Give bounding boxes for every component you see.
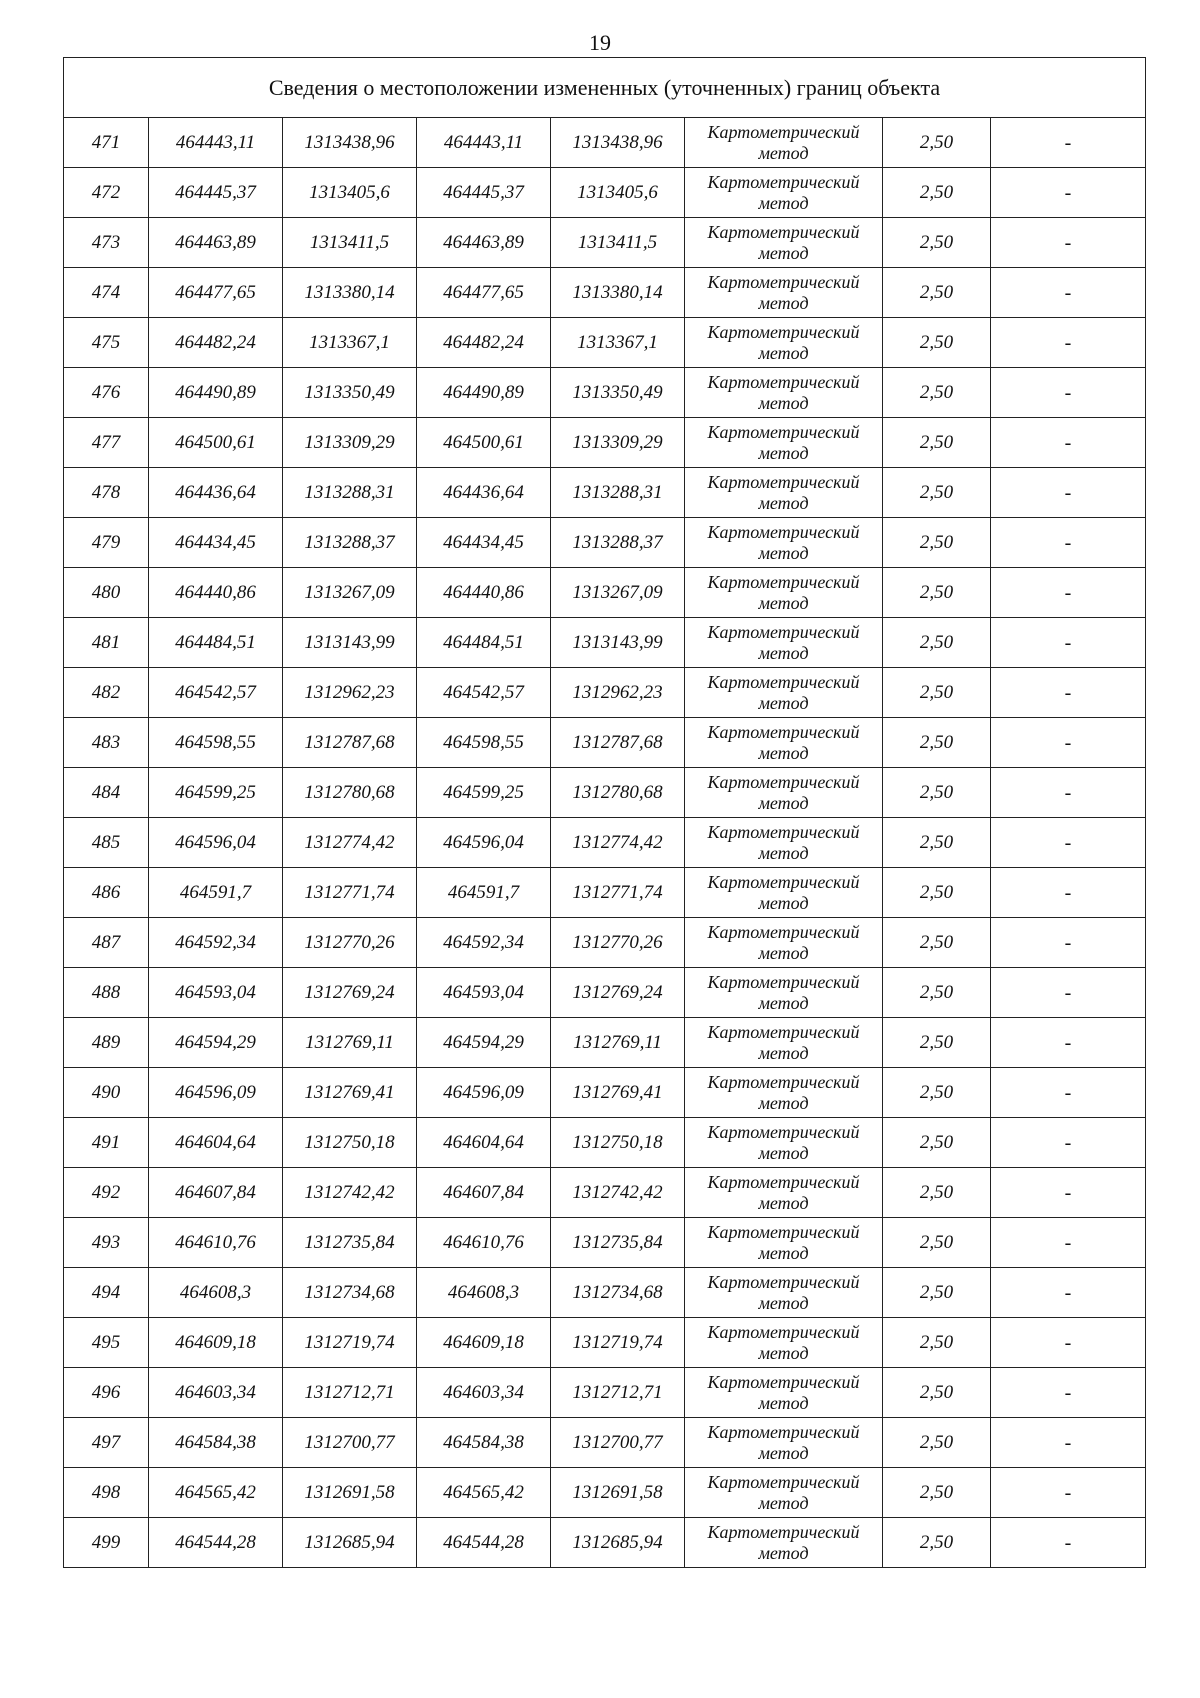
x-old-cell: 464542,57 bbox=[149, 668, 283, 718]
method-cell: Картометрический метод bbox=[685, 168, 883, 218]
precision-cell: 2,50 bbox=[883, 518, 991, 568]
point-number-cell: 471 bbox=[64, 118, 149, 168]
precision-cell: 2,50 bbox=[883, 1068, 991, 1118]
description-cell: - bbox=[991, 868, 1146, 918]
y-old-cell: 1313288,31 bbox=[283, 468, 417, 518]
y-new-cell: 1312685,94 bbox=[551, 1518, 685, 1568]
method-cell: Картометрический метод bbox=[685, 368, 883, 418]
precision-cell: 2,50 bbox=[883, 818, 991, 868]
y-new-cell: 1313411,5 bbox=[551, 218, 685, 268]
y-old-cell: 1312700,77 bbox=[283, 1418, 417, 1468]
x-new-cell: 464477,65 bbox=[417, 268, 551, 318]
y-new-cell: 1312787,68 bbox=[551, 718, 685, 768]
table-row bbox=[64, 968, 1146, 1018]
table-row bbox=[64, 1368, 1146, 1418]
y-old-cell: 1313405,6 bbox=[283, 168, 417, 218]
point-number-cell: 490 bbox=[64, 1068, 149, 1118]
y-new-cell: 1312700,77 bbox=[551, 1418, 685, 1468]
y-old-cell: 1312787,68 bbox=[283, 718, 417, 768]
y-old-cell: 1313438,96 bbox=[283, 118, 417, 168]
x-old-cell: 464596,04 bbox=[149, 818, 283, 868]
description-cell: - bbox=[991, 468, 1146, 518]
point-number-cell: 491 bbox=[64, 1118, 149, 1168]
method-cell: Картометрический метод bbox=[685, 1018, 883, 1068]
table-row bbox=[64, 668, 1146, 718]
x-new-cell: 464544,28 bbox=[417, 1518, 551, 1568]
y-old-cell: 1312962,23 bbox=[283, 668, 417, 718]
precision-cell: 2,50 bbox=[883, 618, 991, 668]
table-row bbox=[64, 168, 1146, 218]
point-number-cell: 497 bbox=[64, 1418, 149, 1468]
x-new-cell: 464608,3 bbox=[417, 1268, 551, 1318]
x-old-cell: 464598,55 bbox=[149, 718, 283, 768]
y-old-cell: 1312769,11 bbox=[283, 1018, 417, 1068]
method-cell: Картометрический метод bbox=[685, 1468, 883, 1518]
description-cell: - bbox=[991, 818, 1146, 868]
x-old-cell: 464440,86 bbox=[149, 568, 283, 618]
precision-cell: 2,50 bbox=[883, 768, 991, 818]
table-row bbox=[64, 1468, 1146, 1518]
y-new-cell: 1312691,58 bbox=[551, 1468, 685, 1518]
x-new-cell: 464596,04 bbox=[417, 818, 551, 868]
y-old-cell: 1313288,37 bbox=[283, 518, 417, 568]
y-old-cell: 1312771,74 bbox=[283, 868, 417, 918]
x-old-cell: 464609,18 bbox=[149, 1318, 283, 1368]
table-row bbox=[64, 618, 1146, 668]
precision-cell: 2,50 bbox=[883, 1418, 991, 1468]
precision-cell: 2,50 bbox=[883, 1468, 991, 1518]
description-cell: - bbox=[991, 218, 1146, 268]
y-new-cell: 1312750,18 bbox=[551, 1118, 685, 1168]
x-new-cell: 464484,51 bbox=[417, 618, 551, 668]
description-cell: - bbox=[991, 1218, 1146, 1268]
x-new-cell: 464445,37 bbox=[417, 168, 551, 218]
y-new-cell: 1312769,24 bbox=[551, 968, 685, 1018]
point-number-cell: 475 bbox=[64, 318, 149, 368]
x-old-cell: 464607,84 bbox=[149, 1168, 283, 1218]
precision-cell: 2,50 bbox=[883, 718, 991, 768]
point-number-cell: 472 bbox=[64, 168, 149, 218]
table-row bbox=[64, 1418, 1146, 1468]
precision-cell: 2,50 bbox=[883, 868, 991, 918]
table-row bbox=[64, 1218, 1146, 1268]
x-new-cell: 464598,55 bbox=[417, 718, 551, 768]
x-old-cell: 464482,24 bbox=[149, 318, 283, 368]
x-new-cell: 464434,45 bbox=[417, 518, 551, 568]
table-row bbox=[64, 818, 1146, 868]
precision-cell: 2,50 bbox=[883, 1518, 991, 1568]
table-row bbox=[64, 568, 1146, 618]
x-new-cell: 464591,7 bbox=[417, 868, 551, 918]
precision-cell: 2,50 bbox=[883, 318, 991, 368]
y-old-cell: 1312734,68 bbox=[283, 1268, 417, 1318]
x-new-cell: 464593,04 bbox=[417, 968, 551, 1018]
y-new-cell: 1313380,14 bbox=[551, 268, 685, 318]
y-new-cell: 1313143,99 bbox=[551, 618, 685, 668]
y-new-cell: 1313267,09 bbox=[551, 568, 685, 618]
x-old-cell: 464490,89 bbox=[149, 368, 283, 418]
y-old-cell: 1313411,5 bbox=[283, 218, 417, 268]
description-cell: - bbox=[991, 268, 1146, 318]
x-old-cell: 464608,3 bbox=[149, 1268, 283, 1318]
y-new-cell: 1312712,71 bbox=[551, 1368, 685, 1418]
y-old-cell: 1312780,68 bbox=[283, 768, 417, 818]
table-row bbox=[64, 468, 1146, 518]
x-new-cell: 464482,24 bbox=[417, 318, 551, 368]
x-new-cell: 464594,29 bbox=[417, 1018, 551, 1068]
x-new-cell: 464490,89 bbox=[417, 368, 551, 418]
point-number-cell: 474 bbox=[64, 268, 149, 318]
point-number-cell: 486 bbox=[64, 868, 149, 918]
y-new-cell: 1312719,74 bbox=[551, 1318, 685, 1368]
description-cell: - bbox=[991, 168, 1146, 218]
page-number: 19 bbox=[589, 30, 611, 55]
table-row bbox=[64, 918, 1146, 968]
y-new-cell: 1313309,29 bbox=[551, 418, 685, 468]
x-old-cell: 464500,61 bbox=[149, 418, 283, 468]
description-cell: - bbox=[991, 118, 1146, 168]
x-old-cell: 464592,34 bbox=[149, 918, 283, 968]
method-cell: Картометрический метод bbox=[685, 918, 883, 968]
x-new-cell: 464599,25 bbox=[417, 768, 551, 818]
x-old-cell: 464594,29 bbox=[149, 1018, 283, 1068]
description-cell: - bbox=[991, 1518, 1146, 1568]
y-old-cell: 1312719,74 bbox=[283, 1318, 417, 1368]
y-old-cell: 1312750,18 bbox=[283, 1118, 417, 1168]
point-number-cell: 496 bbox=[64, 1368, 149, 1418]
x-new-cell: 464604,64 bbox=[417, 1118, 551, 1168]
y-new-cell: 1312742,42 bbox=[551, 1168, 685, 1218]
y-old-cell: 1313367,1 bbox=[283, 318, 417, 368]
table-row bbox=[64, 1518, 1146, 1568]
table-row bbox=[64, 1068, 1146, 1118]
x-old-cell: 464484,51 bbox=[149, 618, 283, 668]
x-old-cell: 464596,09 bbox=[149, 1068, 283, 1118]
y-new-cell: 1312769,41 bbox=[551, 1068, 685, 1118]
description-cell: - bbox=[991, 1318, 1146, 1368]
method-cell: Картометрический метод bbox=[685, 1268, 883, 1318]
precision-cell: 2,50 bbox=[883, 1018, 991, 1068]
method-cell: Картометрический метод bbox=[685, 1118, 883, 1168]
precision-cell: 2,50 bbox=[883, 568, 991, 618]
method-cell: Картометрический метод bbox=[685, 1318, 883, 1368]
x-old-cell: 464599,25 bbox=[149, 768, 283, 818]
x-old-cell: 464603,34 bbox=[149, 1368, 283, 1418]
table-row bbox=[64, 268, 1146, 318]
y-new-cell: 1313367,1 bbox=[551, 318, 685, 368]
description-cell: - bbox=[991, 1268, 1146, 1318]
point-number-cell: 485 bbox=[64, 818, 149, 868]
method-cell: Картометрический метод bbox=[685, 318, 883, 368]
point-number-cell: 477 bbox=[64, 418, 149, 468]
table-row bbox=[64, 218, 1146, 268]
point-number-cell: 473 bbox=[64, 218, 149, 268]
y-old-cell: 1312691,58 bbox=[283, 1468, 417, 1518]
point-number-cell: 479 bbox=[64, 518, 149, 568]
y-old-cell: 1312769,41 bbox=[283, 1068, 417, 1118]
method-cell: Картометрический метод bbox=[685, 418, 883, 468]
x-new-cell: 464440,86 bbox=[417, 568, 551, 618]
x-new-cell: 464596,09 bbox=[417, 1068, 551, 1118]
method-cell: Картометрический метод bbox=[685, 1218, 883, 1268]
method-cell: Картометрический метод bbox=[685, 568, 883, 618]
table-caption-row bbox=[64, 58, 1146, 118]
y-old-cell: 1312742,42 bbox=[283, 1168, 417, 1218]
table-row bbox=[64, 318, 1146, 368]
table-row bbox=[64, 1318, 1146, 1368]
x-old-cell: 464565,42 bbox=[149, 1468, 283, 1518]
y-old-cell: 1312769,24 bbox=[283, 968, 417, 1018]
y-new-cell: 1313405,6 bbox=[551, 168, 685, 218]
y-new-cell: 1312774,42 bbox=[551, 818, 685, 868]
method-cell: Картометрический метод bbox=[685, 1168, 883, 1218]
precision-cell: 2,50 bbox=[883, 468, 991, 518]
x-new-cell: 464592,34 bbox=[417, 918, 551, 968]
description-cell: - bbox=[991, 418, 1146, 468]
y-new-cell: 1313350,49 bbox=[551, 368, 685, 418]
method-cell: Картометрический метод bbox=[685, 1518, 883, 1568]
table-caption: Сведения о местоположении измененных (уточненных) границ объекта bbox=[64, 58, 1146, 118]
table-row bbox=[64, 1118, 1146, 1168]
precision-cell: 2,50 bbox=[883, 418, 991, 468]
precision-cell: 2,50 bbox=[883, 1318, 991, 1368]
x-old-cell: 464593,04 bbox=[149, 968, 283, 1018]
y-new-cell: 1312770,26 bbox=[551, 918, 685, 968]
method-cell: Картометрический метод bbox=[685, 818, 883, 868]
precision-cell: 2,50 bbox=[883, 268, 991, 318]
x-new-cell: 464463,89 bbox=[417, 218, 551, 268]
x-new-cell: 464609,18 bbox=[417, 1318, 551, 1368]
y-old-cell: 1312735,84 bbox=[283, 1218, 417, 1268]
precision-cell: 2,50 bbox=[883, 1118, 991, 1168]
method-cell: Картометрический метод bbox=[685, 668, 883, 718]
description-cell: - bbox=[991, 1018, 1146, 1068]
x-old-cell: 464436,64 bbox=[149, 468, 283, 518]
description-cell: - bbox=[991, 968, 1146, 1018]
x-old-cell: 464463,89 bbox=[149, 218, 283, 268]
point-number-cell: 498 bbox=[64, 1468, 149, 1518]
x-new-cell: 464565,42 bbox=[417, 1468, 551, 1518]
description-cell: - bbox=[991, 668, 1146, 718]
x-new-cell: 464603,34 bbox=[417, 1368, 551, 1418]
x-old-cell: 464477,65 bbox=[149, 268, 283, 318]
y-new-cell: 1312780,68 bbox=[551, 768, 685, 818]
description-cell: - bbox=[991, 768, 1146, 818]
y-new-cell: 1312771,74 bbox=[551, 868, 685, 918]
y-new-cell: 1313438,96 bbox=[551, 118, 685, 168]
y-new-cell: 1313288,37 bbox=[551, 518, 685, 568]
x-new-cell: 464607,84 bbox=[417, 1168, 551, 1218]
x-new-cell: 464443,11 bbox=[417, 118, 551, 168]
y-old-cell: 1313350,49 bbox=[283, 368, 417, 418]
y-new-cell: 1312734,68 bbox=[551, 1268, 685, 1318]
y-new-cell: 1313288,31 bbox=[551, 468, 685, 518]
precision-cell: 2,50 bbox=[883, 1268, 991, 1318]
description-cell: - bbox=[991, 1418, 1146, 1468]
method-cell: Картометрический метод bbox=[685, 1418, 883, 1468]
point-number-cell: 476 bbox=[64, 368, 149, 418]
y-old-cell: 1313380,14 bbox=[283, 268, 417, 318]
x-old-cell: 464445,37 bbox=[149, 168, 283, 218]
precision-cell: 2,50 bbox=[883, 968, 991, 1018]
y-new-cell: 1312962,23 bbox=[551, 668, 685, 718]
point-number-cell: 499 bbox=[64, 1518, 149, 1568]
description-cell: - bbox=[991, 1468, 1146, 1518]
point-number-cell: 478 bbox=[64, 468, 149, 518]
x-old-cell: 464591,7 bbox=[149, 868, 283, 918]
method-cell: Картометрический метод bbox=[685, 518, 883, 568]
table-row bbox=[64, 518, 1146, 568]
description-cell: - bbox=[991, 1368, 1146, 1418]
x-new-cell: 464584,38 bbox=[417, 1418, 551, 1468]
description-cell: - bbox=[991, 368, 1146, 418]
point-number-cell: 494 bbox=[64, 1268, 149, 1318]
table-row bbox=[64, 718, 1146, 768]
table-row bbox=[64, 1268, 1146, 1318]
table-row bbox=[64, 1168, 1146, 1218]
point-number-cell: 480 bbox=[64, 568, 149, 618]
x-old-cell: 464434,45 bbox=[149, 518, 283, 568]
x-new-cell: 464500,61 bbox=[417, 418, 551, 468]
point-number-cell: 482 bbox=[64, 668, 149, 718]
description-cell: - bbox=[991, 618, 1146, 668]
table-row bbox=[64, 1018, 1146, 1068]
method-cell: Картометрический метод bbox=[685, 218, 883, 268]
point-number-cell: 493 bbox=[64, 1218, 149, 1268]
description-cell: - bbox=[991, 918, 1146, 968]
method-cell: Картометрический метод bbox=[685, 118, 883, 168]
point-number-cell: 483 bbox=[64, 718, 149, 768]
point-number-cell: 484 bbox=[64, 768, 149, 818]
table-row bbox=[64, 868, 1146, 918]
description-cell: - bbox=[991, 568, 1146, 618]
method-cell: Картометрический метод bbox=[685, 468, 883, 518]
table-row bbox=[64, 418, 1146, 468]
description-cell: - bbox=[991, 1168, 1146, 1218]
method-cell: Картометрический метод bbox=[685, 768, 883, 818]
precision-cell: 2,50 bbox=[883, 1218, 991, 1268]
method-cell: Картометрический метод bbox=[685, 868, 883, 918]
y-new-cell: 1312769,11 bbox=[551, 1018, 685, 1068]
point-number-cell: 495 bbox=[64, 1318, 149, 1368]
y-old-cell: 1312770,26 bbox=[283, 918, 417, 968]
method-cell: Картометрический метод bbox=[685, 1368, 883, 1418]
point-number-cell: 488 bbox=[64, 968, 149, 1018]
description-cell: - bbox=[991, 318, 1146, 368]
x-new-cell: 464610,76 bbox=[417, 1218, 551, 1268]
description-cell: - bbox=[991, 1068, 1146, 1118]
precision-cell: 2,50 bbox=[883, 668, 991, 718]
point-number-cell: 487 bbox=[64, 918, 149, 968]
x-old-cell: 464610,76 bbox=[149, 1218, 283, 1268]
precision-cell: 2,50 bbox=[883, 218, 991, 268]
y-new-cell: 1312735,84 bbox=[551, 1218, 685, 1268]
x-old-cell: 464604,64 bbox=[149, 1118, 283, 1168]
method-cell: Картометрический метод bbox=[685, 618, 883, 668]
y-old-cell: 1313309,29 bbox=[283, 418, 417, 468]
description-cell: - bbox=[991, 718, 1146, 768]
point-number-cell: 481 bbox=[64, 618, 149, 668]
x-old-cell: 464584,38 bbox=[149, 1418, 283, 1468]
precision-cell: 2,50 bbox=[883, 1368, 991, 1418]
method-cell: Картометрический метод bbox=[685, 1068, 883, 1118]
point-number-cell: 489 bbox=[64, 1018, 149, 1068]
y-old-cell: 1312712,71 bbox=[283, 1368, 417, 1418]
x-new-cell: 464436,64 bbox=[417, 468, 551, 518]
y-old-cell: 1313143,99 bbox=[283, 618, 417, 668]
table-row bbox=[64, 768, 1146, 818]
precision-cell: 2,50 bbox=[883, 918, 991, 968]
x-old-cell: 464443,11 bbox=[149, 118, 283, 168]
description-cell: - bbox=[991, 518, 1146, 568]
precision-cell: 2,50 bbox=[883, 1168, 991, 1218]
boundary-coordinates-table bbox=[63, 57, 1146, 1568]
y-old-cell: 1312685,94 bbox=[283, 1518, 417, 1568]
method-cell: Картометрический метод bbox=[685, 718, 883, 768]
y-old-cell: 1312774,42 bbox=[283, 818, 417, 868]
table-row bbox=[64, 118, 1146, 168]
point-number-cell: 492 bbox=[64, 1168, 149, 1218]
description-cell: - bbox=[991, 1118, 1146, 1168]
precision-cell: 2,50 bbox=[883, 368, 991, 418]
table-row bbox=[64, 368, 1146, 418]
y-old-cell: 1313267,09 bbox=[283, 568, 417, 618]
precision-cell: 2,50 bbox=[883, 168, 991, 218]
method-cell: Картометрический метод bbox=[685, 268, 883, 318]
precision-cell: 2,50 bbox=[883, 118, 991, 168]
x-new-cell: 464542,57 bbox=[417, 668, 551, 718]
method-cell: Картометрический метод bbox=[685, 968, 883, 1018]
x-old-cell: 464544,28 bbox=[149, 1518, 283, 1568]
